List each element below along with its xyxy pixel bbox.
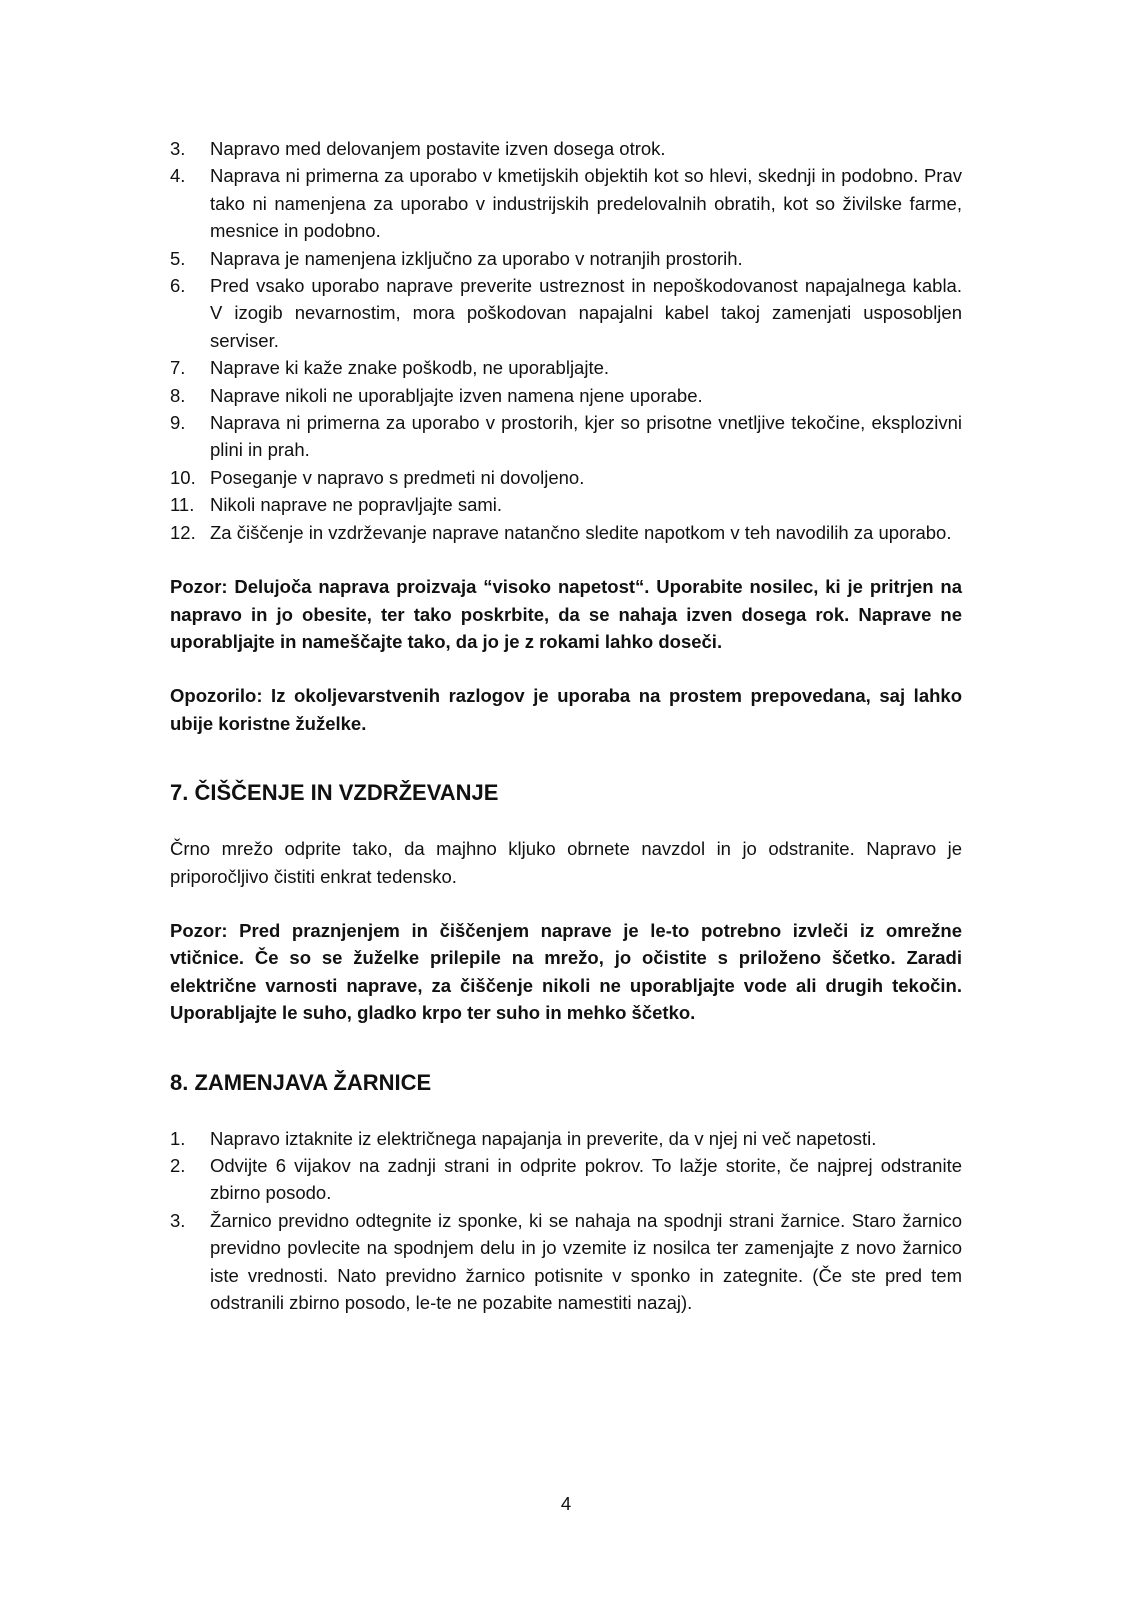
item-number: 3. (170, 138, 186, 159)
list-item (170, 1152, 962, 1207)
item-number: 11. (170, 494, 195, 516)
section-heading-bulb-replacement: 8. ZAMENJAVA ŽARNICE (170, 1069, 432, 1095)
spacer (170, 737, 962, 779)
page-number: 4 (560, 1493, 572, 1514)
item-number: 12. (170, 521, 196, 543)
spacer (170, 655, 962, 682)
environment-warning-paragraph: Opozorilo: Iz okoljevarstvenih razlogov je uporaba na prostem prepovedana, saj lahko ubije koristne žuželke. (170, 685, 962, 734)
item-number: 9. (170, 412, 186, 434)
spacer (170, 1027, 962, 1069)
list-item (170, 519, 962, 546)
spacer (170, 1097, 962, 1125)
item-number: 4. (170, 165, 186, 187)
item-number: 10. (170, 466, 196, 488)
item-text: Nikoli naprave ne popravljajte sami. (210, 494, 503, 516)
list-item (170, 135, 962, 162)
item-text: Naprave ki kaže znake poškodb, ne uporabljajte. (210, 357, 610, 379)
list-item (170, 409, 962, 464)
item-text: Naprava ni primerna za uporabo v prostorih, kjer so prisotne vnetljive tekočine, eksplozivni plini in prah. (210, 412, 962, 461)
item-text: Žarnico previdno odtegnite iz sponke, ki se nahaja na spodnji strani žarnice. Staro žarnico previdno povlecite na spodnjem delu in jo vzemite iz nosilca ter zamenjajte z novo žarnico iste vrednosti. Nato previdno žarnico potisnite v sponko in zategnite. (Če ste pred tem odstranili zbirno posodo, le-te ne pozabite namestiti nazaj). (210, 1209, 962, 1313)
item-text: Naprava ni primerna za uporabo v kmetijskih objektih kot so hlevi, skednji in podobno. Prav tako ni namenjena za uporabo v industrijskih predelovalnih obratih, kot so živilske farme, mesnice in podobno. (210, 165, 962, 242)
item-number: 1. (170, 1127, 186, 1149)
item-text: Napravo med delovanjem postavite izven dosega otrok. (210, 138, 666, 159)
item-number: 5. (170, 247, 186, 269)
item-text: Pred vsako uporabo naprave preverite ustreznost in nepoškodovanost napajalnega kabla. V izogib nevarnostim, mora poškodovan napajalni kabel takoj zamenjati usposobljen serviser. (210, 275, 962, 351)
item-number: 3. (170, 1209, 186, 1231)
item-text: Naprava je namenjena izključno za uporabo v notranjih prostorih. (210, 247, 743, 269)
list-item (170, 354, 962, 381)
cleaning-warning-paragraph: Pozor: Pred praznjenjem in čiščenjem naprave je le-to potrebno izvleči iz omrežne vtičnice. Če so se žuželke prilepile na mrežo, jo očistite s priloženo ščetko. Zaradi električne varnosti naprave, za čiščenje nikoli ne uporabljajte vode ali drugih tekočin. Uporabljajte le suho, gladko krpo ter suho in mehko ščetko. (170, 919, 962, 1024)
item-number: 2. (170, 1154, 186, 1176)
list-item (170, 1207, 962, 1317)
safety-list (170, 135, 962, 546)
item-text: Za čiščenje in vzdrževanje naprave natančno sledite napotkom v teh navodilih za uporabo. (210, 521, 952, 543)
bulb-replacement-list (170, 1125, 962, 1317)
spacer (170, 546, 962, 573)
spacer (170, 890, 962, 917)
list-item (170, 272, 962, 354)
warning-paragraph: Pozor: Delujoča naprava proizvaja “visoko napetost“. Uporabite nosilec, ki je pritrjen na napravo in jo obesite, ter tako poskrbite, da se nahaja izven dosega rok. Naprave ne uporabljajte in nameščajte tako, da jo je z rokami lahko doseči. (170, 576, 962, 652)
spacer (170, 807, 962, 835)
item-text: Odvijte 6 vijakov na zadnji strani in odprite pokrov. To lažje storite, če najprej odstranite zbirno posodo. (210, 1154, 962, 1204)
list-item (170, 491, 962, 518)
item-number: 8. (170, 384, 186, 406)
list-item (170, 464, 962, 491)
list-item (170, 162, 962, 244)
list-item (170, 382, 962, 409)
page-content (170, 135, 962, 1316)
item-text: Poseganje v napravo s predmeti ni dovoljeno. (210, 466, 585, 488)
item-text: Napravo iztaknite iz električnega napajanja in preverite, da v njej ni več napetosti. (210, 1127, 877, 1149)
item-text: Naprave nikoli ne uporabljajte izven namena njene uporabe. (210, 384, 703, 406)
item-number: 7. (170, 357, 186, 379)
list-item (170, 245, 962, 272)
cleaning-paragraph: Črno mrežo odprite tako, da majhno kljuko obrnete navzdol in jo odstranite. Napravo je priporočljivo čistiti enkrat tedensko. (170, 838, 962, 887)
item-number: 6. (170, 275, 186, 297)
section-heading-cleaning: 7. ČIŠČENJE IN VZDRŽEVANJE (170, 780, 499, 806)
list-item (170, 1125, 962, 1152)
